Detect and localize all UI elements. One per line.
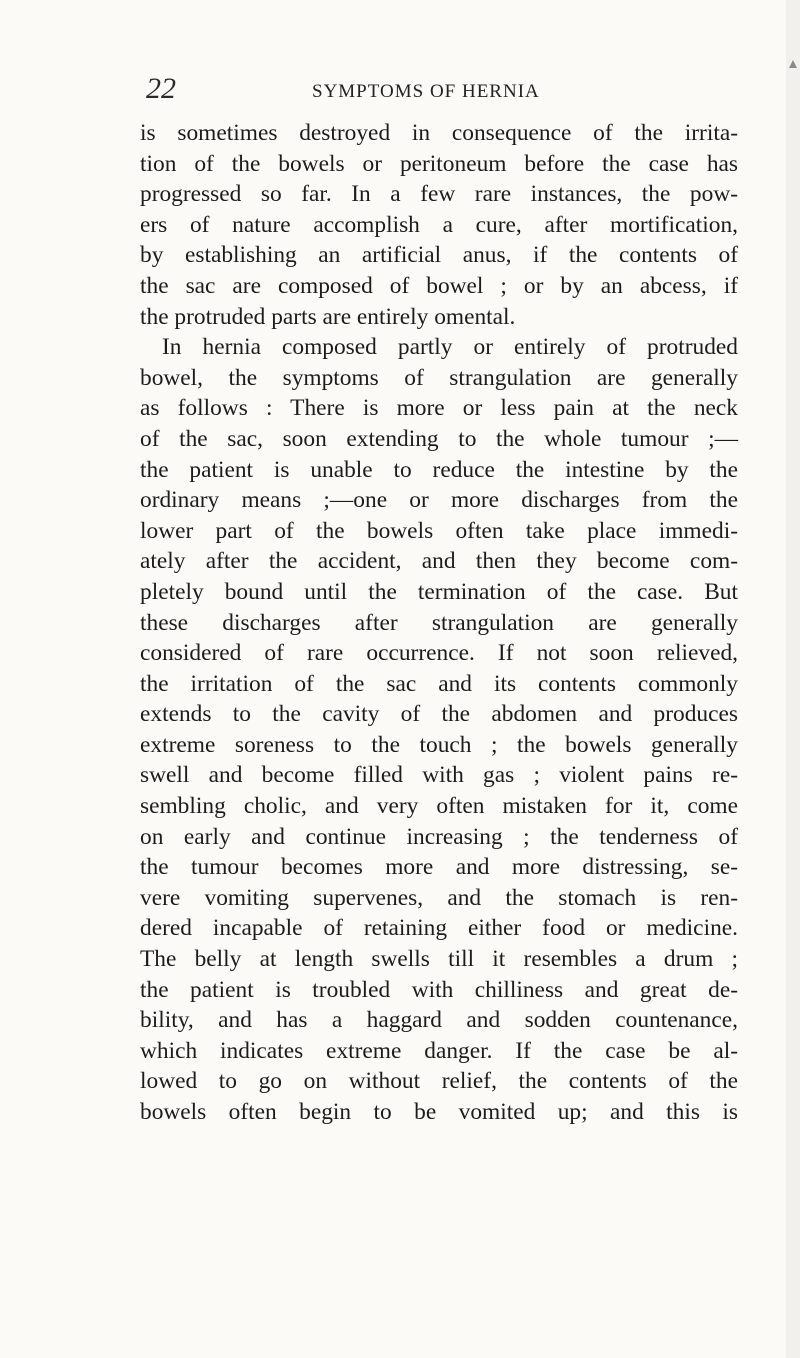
text-line: as follows : There is more or less pain at the neck — [140, 395, 738, 422]
text-line: these discharges after strangulation are generally — [140, 609, 738, 636]
text-line: lowed to go on without relief, the contents of the — [140, 1068, 738, 1095]
scroll-up-arrow-icon[interactable] — [789, 60, 797, 68]
text-line: swell and become filled with gas ; violent pains re- — [140, 762, 738, 789]
text-line: the patient is troubled with chilliness and great de- — [140, 976, 738, 1003]
text-line: ers of nature accomplish a cure, after mortification, — [140, 211, 738, 238]
text-line: the tumour becomes more and more distressing, se- — [140, 854, 738, 881]
text-line: ordinary means ;—one or more discharges from the — [140, 487, 738, 514]
text-line: In hernia composed partly or entirely of protruded — [162, 334, 738, 361]
text-line: sembling cholic, and very often mistaken for it, come — [140, 793, 738, 820]
text-line: bowel, the symptoms of strangulation are generally — [140, 364, 738, 391]
text-line: the irritation of the sac and its contents commonly — [140, 670, 738, 697]
text-line: by establishing an artificial anus, if the contents of — [140, 242, 738, 269]
text-line: progressed so far. In a few rare instances, the pow- — [140, 181, 738, 208]
text-line: pletely bound until the termination of the case. But — [140, 578, 738, 605]
text-line: on early and continue increasing ; the tenderness of — [140, 823, 738, 850]
text-line: vere vomiting supervenes, and the stomach is ren- — [140, 884, 738, 911]
text-line: dered incapable of retaining either food or medicine. — [140, 915, 738, 942]
text-line: extends to the cavity of the abdomen and produces — [140, 701, 738, 728]
body-text — [140, 118, 738, 1128]
text-line: lower part of the bowels often take place immedi- — [140, 517, 738, 544]
text-line: the sac are composed of bowel ; or by an abcess, if — [140, 272, 738, 299]
text-line: The belly at length swells till it resembles a drum ; — [140, 946, 738, 973]
text-line: tion of the bowels or peritoneum before the case has — [140, 150, 738, 177]
text-line: considered of rare occurrence. If not soon relieved, — [140, 640, 738, 667]
text-line: is sometimes destroyed in consequence of the irrita- — [140, 120, 738, 146]
text-line: bowels often begin to be vomited up; and this is — [140, 1099, 738, 1125]
running-head: SYMPTOMS OF HERNIA — [312, 81, 540, 102]
text-line: of the sac, soon extending to the whole tumour ;— — [140, 425, 738, 452]
text-line: which indicates extreme danger. If the case be al- — [140, 1037, 738, 1064]
text-line: extreme soreness to the touch ; the bowels generally — [140, 731, 738, 758]
scrollbar[interactable] — [786, 0, 800, 1358]
text-line: ately after the accident, and then they become com- — [140, 548, 738, 575]
page-number: 22 — [146, 72, 176, 105]
text-line: bility, and has a haggard and sodden countenance, — [140, 1007, 738, 1034]
text-line: the protruded parts are entirely omental. — [140, 303, 516, 330]
text-line: the patient is unable to reduce the intestine by the — [140, 456, 738, 483]
